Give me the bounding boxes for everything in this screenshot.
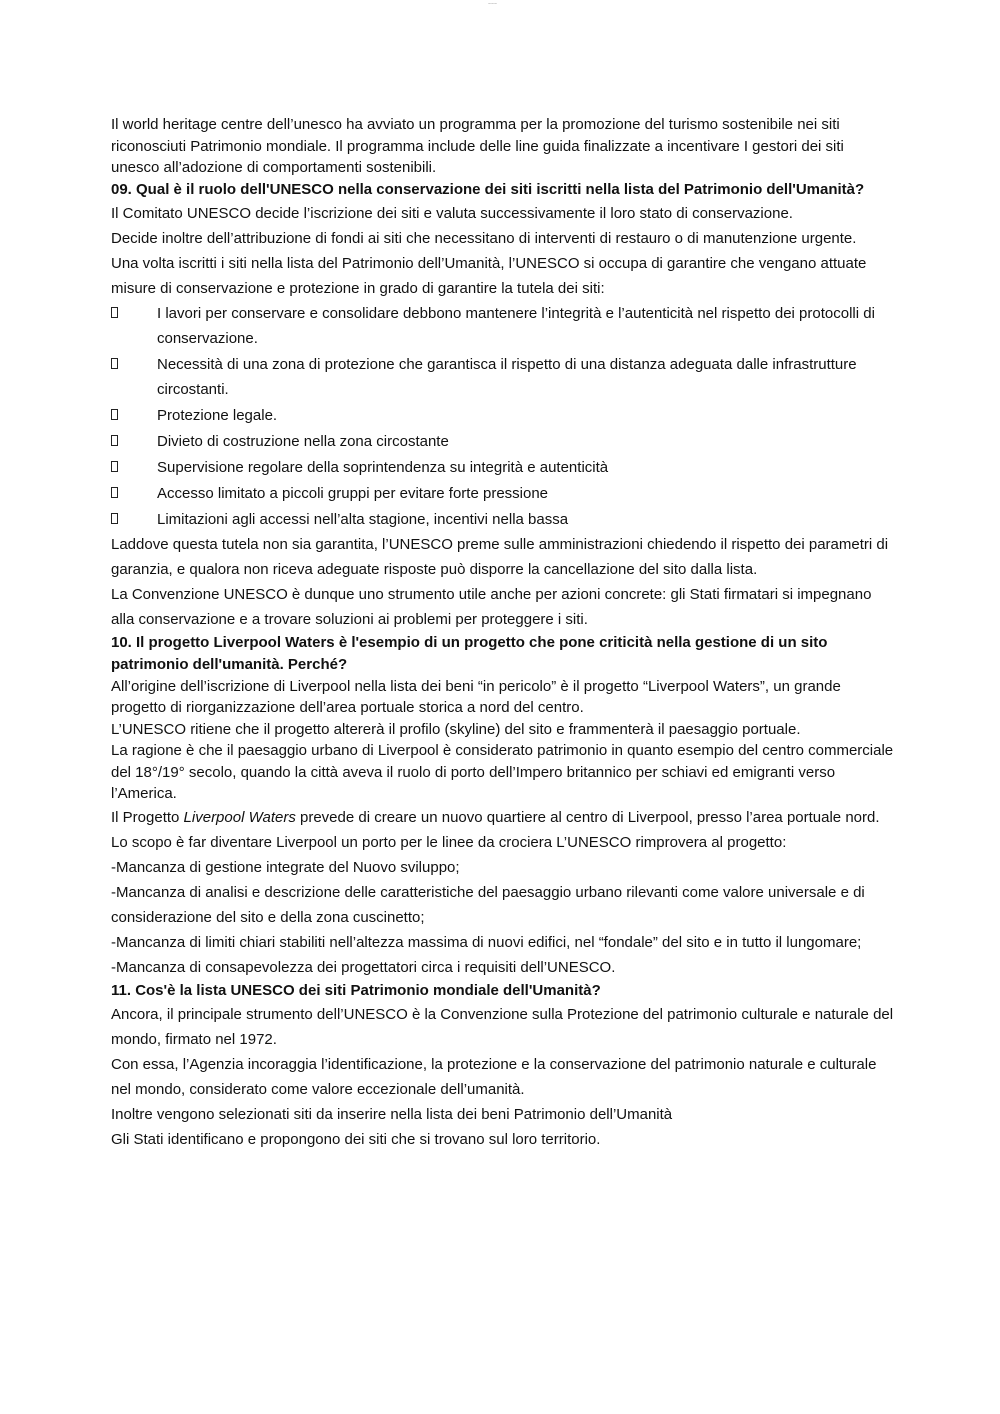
bullet-box-icon (111, 513, 118, 524)
bullet-box-icon (111, 307, 118, 318)
list-item: I lavori per conservare e consolidare debbono mantenere l’integrità e l’autenticità nel rispetto dei protocolli di conservazione. (111, 301, 896, 351)
list-item: Protezione legale. (111, 403, 896, 428)
q11-paragraph-2: Con essa, l’Agenzia incoraggia l’identificazione, la protezione e la conservazione del patrimonio naturale e culturale nel mondo, considerato come valore eccezionale dell’umanità. (111, 1055, 877, 1098)
q10-item-3: -Mancanza di limiti chiari stabiliti nell’altezza massima di nuovi edifici, nel “fondale” del sito e in tutto il lungomare; (111, 933, 862, 951)
q9-paragraph-2: Decide inoltre dell’attribuzione di fondi ai siti che necessitano di interventi di restauro o di manutenzione urgente. (111, 229, 857, 247)
q9-paragraph-4: Laddove questa tutela non sia garantita, l’UNESCO preme sulle amministrazioni chiedendo il rispetto dei parametri di garanzia, e qualora non riceva adeguate risposte può disporre la cancellazione del sito dalla lista. (111, 535, 889, 578)
list-item: Supervisione regolare della soprintendenza su integrità e autenticità (111, 455, 896, 480)
bullet-box-icon (111, 409, 118, 420)
list-item: Accesso limitato a piccoli gruppi per evitare forte pressione (111, 481, 896, 506)
question-11-heading: 11. Cos'è la lista UNESCO dei siti Patrimonio mondiale dell'Umanità? (111, 981, 601, 999)
q9-paragraph-1: Il Comitato UNESCO decide l’iscrizione dei siti e valuta successivamente il loro stato di conservazione. (111, 204, 793, 222)
q10-paragraph-2: L’UNESCO ritiene che il progetto altererà il profilo (skyline) del sito e frammenterà il paesaggio portuale. (111, 720, 801, 738)
q11-paragraph-1: Ancora, il principale strumento dell’UNESCO è la Convenzione sulla Protezione del patrimonio culturale e naturale del mondo, firmato nel 1972. (111, 1005, 894, 1048)
q10-paragraph-3: La ragione è che il paesaggio urbano di Liverpool è considerato patrimonio in quanto esempio del centro commerciale del 18°/19° secolo, quando la città aveva il ruolo di porto dell’Impero britannico per schiavi ed emigranti verso l’America. (111, 742, 894, 802)
list-item: Necessità di una zona di protezione che garantisca il rispetto di una distanza adeguata dalle infrastrutture circostanti. (111, 352, 896, 402)
question-10-heading: 10. Il progetto Liverpool Waters è l'esempio di un progetto che pone criticità nella gestione di un sito patrimonio dell'umanità. Perché? (111, 633, 828, 673)
bullet-box-icon (111, 487, 118, 498)
q9-paragraph-3: Una volta iscritti i siti nella lista del Patrimonio dell’Umanità, l’UNESCO si occupa di garantire che vengano attuate misure di conservazione e protezione in grado di garantire la tutela dei siti: (111, 254, 867, 297)
page-header-mark: ––– (488, 0, 497, 7)
question-9-heading: 09. Qual è il ruolo dell'UNESCO nella conservazione dei siti iscritti nella lista del Patrimonio dell'Umanità? (111, 180, 865, 198)
intro-paragraph: Il world heritage centre dell’unesco ha avviato un programma per la promozione del turismo sostenibile nei siti riconosciuti Patrimonio mondiale. Il programma include delle line guida finalizzate a incentivare I gestori dei siti unesco all’adozione di comportamenti sostenibili. (111, 116, 844, 176)
q10-paragraph-1: All’origine dell’iscrizione di Liverpool nella lista dei beni “in pericolo” è il progetto “Liverpool Waters”, un grande progetto di riorganizzazione dell’area portuale storica a nord del centro. (111, 677, 841, 716)
q10-item-2: -Mancanza di analisi e descrizione delle caratteristiche del paesaggio urbano rilevanti come valore universale e di considerazione del sito e della zona cuscinetto; (111, 883, 865, 926)
bullet-box-icon (111, 435, 118, 446)
list-item: Divieto di costruzione nella zona circostante (111, 429, 896, 454)
bullet-box-icon (111, 358, 118, 369)
q10-item-1: -Mancanza di gestione integrate del Nuovo sviluppo; (111, 858, 460, 876)
project-name-italic: Liverpool Waters (183, 808, 296, 826)
q9-bullet-list (111, 301, 896, 532)
list-item: Limitazioni agli accessi nell’alta stagione, incentivi nella bassa (111, 507, 896, 532)
document-page (111, 114, 896, 1152)
q10-item-4: -Mancanza di consapevolezza dei progettatori circa i requisiti dell’UNESCO. (111, 958, 616, 976)
q10-paragraph-4: Il Progetto Liverpool Waters prevede di creare un nuovo quartiere al centro di Liverpool, presso l’area portuale nord. Lo scopo è far diventare Liverpool un porto per le linee da crociera L’UNESCO rimprovera al progetto: (111, 808, 880, 851)
q11-paragraph-4: Gli Stati identificano e propongono dei siti che si trovano sul loro territorio. (111, 1130, 601, 1148)
bullet-box-icon (111, 461, 118, 472)
q11-paragraph-3: Inoltre vengono selezionati siti da inserire nella lista dei beni Patrimonio dell’Umanità (111, 1105, 673, 1123)
q9-paragraph-5: La Convenzione UNESCO è dunque uno strumento utile anche per azioni concrete: gli Stati firmatari si impegnano alla conservazione e a trovare soluzioni ai problemi per proteggere i siti. (111, 585, 872, 628)
